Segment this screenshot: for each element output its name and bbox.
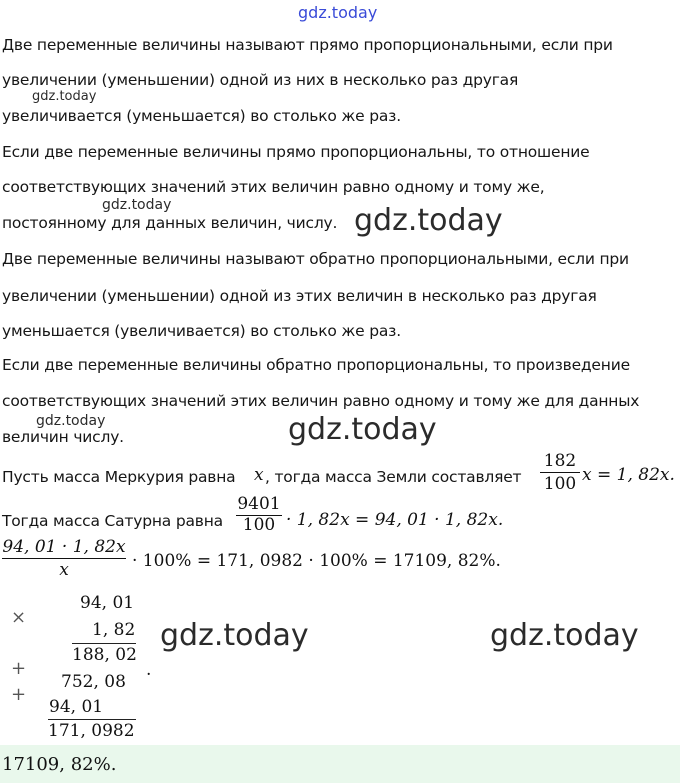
solution-line1-rest: x = 1, 82x.	[582, 465, 675, 485]
watermark-large-1: gdz.today	[354, 203, 503, 238]
column-result: 171, 0982	[48, 721, 135, 741]
theory-p4-line2: соответствующих значений этих величин равно одному и тому же для данных	[2, 392, 640, 410]
fraction-denominator: 100	[242, 517, 276, 533]
theory-p1-line3: увеличивается (уменьшается) во столько же раз.	[2, 107, 401, 125]
solution-line3-rest: · 100% = 171, 0982 · 100% = 17109, 82%.	[132, 551, 501, 571]
fraction-numerator: 182	[543, 451, 577, 471]
theory-p1-line2: увеличении (уменьшении) одной из них в несколько раз другая	[2, 71, 519, 89]
fraction-bar	[540, 472, 580, 473]
watermark-small-3: gdz.today	[36, 413, 106, 429]
fraction-numerator: 94, 01 · 1, 82x	[2, 537, 126, 557]
watermark-large-4: gdz.today	[490, 618, 639, 653]
theory-p1-line1: Две переменные величины называют прямо пропорциональными, если при	[2, 36, 613, 54]
theory-p2-line1: Если две переменные величины прямо пропорциональны, то отношение	[2, 143, 590, 161]
fraction-denominator: 100	[543, 474, 577, 494]
solution-line1-fraction	[540, 451, 580, 494]
fraction-bar	[236, 515, 282, 516]
theory-p2-line2: соответствующих значений этих величин равно одному и тому же,	[2, 178, 545, 196]
partial-product-2: 752, 08	[61, 672, 126, 692]
mult-line-1	[72, 643, 136, 644]
multiplicand: 94, 01	[80, 593, 135, 613]
solution-line3-fraction	[2, 537, 126, 580]
plus-sign-1: +	[11, 658, 27, 679]
answer-value: 17109, 82%.	[2, 754, 117, 775]
times-sign: ×	[11, 607, 27, 628]
plus-sign-2: +	[11, 684, 27, 705]
theory-p4-line3: величин числу.	[2, 428, 124, 446]
partial-product-3: 94, 01	[49, 697, 104, 717]
theory-p4-line1: Если две переменные величины обратно пропорциональны, то произведение	[2, 356, 630, 374]
solution-line1-text: Пусть масса Меркурия равна	[2, 468, 236, 486]
stray-dot: .	[146, 660, 152, 680]
watermark-small-2: gdz.today	[102, 197, 172, 213]
solution-line1-mid: , тогда масса Земли составляет	[265, 468, 522, 486]
solution-line2-text: Тогда масса Сатурна равна	[2, 512, 223, 530]
theory-p3-line2: увеличении (уменьшении) одной из этих величин в несколько раз другая	[2, 287, 597, 305]
fraction-bar	[2, 558, 126, 559]
solution-line1-var: x	[254, 465, 264, 485]
watermark-large-3: gdz.today	[160, 618, 309, 653]
mult-line-2	[48, 719, 136, 720]
fraction-numerator: 9401	[237, 494, 281, 514]
solution-line2-fraction	[236, 494, 282, 533]
multiplier: 1, 82	[92, 620, 136, 640]
theory-p2-line3: постоянному для данных величин, числу.	[2, 214, 338, 232]
solution-line2-rest: · 1, 82x = 94, 01 · 1, 82x.	[286, 510, 504, 530]
theory-p3-line3: уменьшается (увеличивается) во столько же раз.	[2, 322, 401, 340]
theory-p3-line1: Две переменные величины называют обратно пропорциональными, если при	[2, 250, 629, 268]
fraction-denominator: x	[59, 560, 69, 580]
partial-product-1: 188, 02	[72, 645, 137, 665]
watermark-small-1: gdz.today	[32, 89, 97, 104]
watermark-large-2: gdz.today	[288, 412, 437, 447]
watermark-top: gdz.today	[298, 3, 378, 22]
